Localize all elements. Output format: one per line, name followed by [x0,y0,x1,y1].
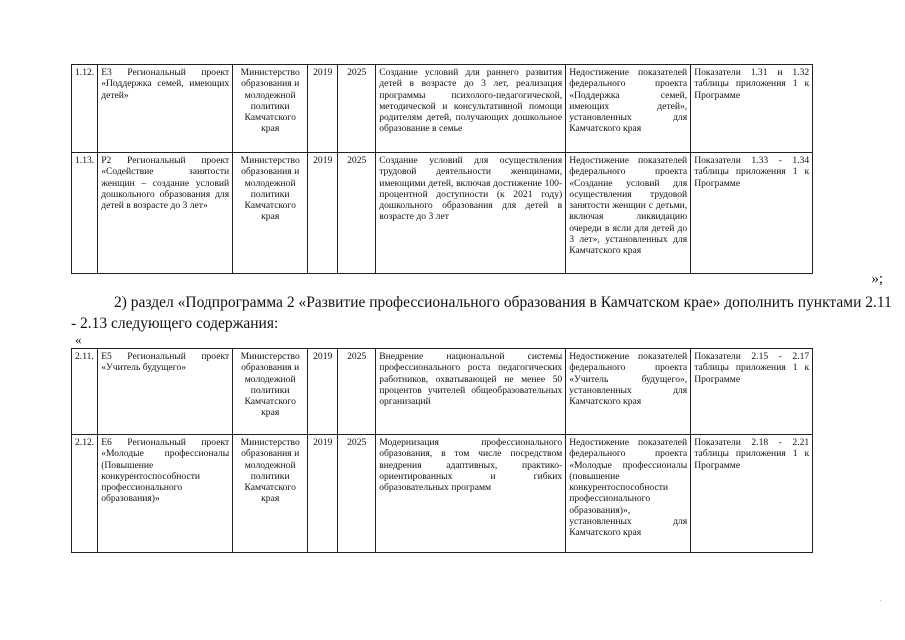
start-year: 2019 [308,153,338,274]
expected-result: Модернизация профессионального образования, в том числе посредством внедрения адаптивных, практико-ориентированных и гибких образовательных программ [376,435,566,553]
consequence: Недостижение показателей федерального проекта «Создание условий для осуществления трудовой занятости женщин с детьми, включая ликвидацию очереди в ясли для детей до 3 лет», установленных для Камчатского края [566,153,691,274]
closing-quote: »; [871,271,883,287]
table-row [72,349,813,435]
indicators: Показатели 2.18 - 2.21 таблицы приложения 1 к Программе [691,435,813,553]
indicators: Показатели 2.15 - 2.17 таблицы приложения 1 к Программе [691,349,813,435]
row-number: 2.12. [72,435,98,553]
table-row [72,153,813,274]
start-year: 2019 [308,65,338,153]
expected-result: Внедрение национальной системы профессионального роста педагогических работников, охватывающей не менее 50 процентов учителей общеобразовательных организаций [376,349,566,435]
paragraph-line-1: 2) раздел «Подпрограмма 2 «Развитие профессионального образования в Камчатском крае» дополнить пунктами 2.11 [114,294,892,311]
project-name: Р2 Региональный проект «Содействие занятости женщин – создание условий дошкольного образования для детей в возрасте до 3 лет» [98,153,233,274]
indicators: Показатели 1.31 и 1.32 таблицы приложения 1 к Программе [691,65,813,153]
indicators: Показатели 1.33 - 1.34 таблицы приложения 1 к Программе [691,153,813,274]
table-row [72,65,813,153]
executor: Министерство образования и молодежной политики Камчатского края [233,435,308,553]
expected-result: Создание условий для раннего развития детей в возрасте до 3 лет, реализация программы психолого-педагогической, методической и консультативной помощи родителям детей, получающих дошкольное образование в семье [376,65,566,153]
end-year: 2025 [338,65,376,153]
consequence: Недостижение показателей федерального проекта «Учитель будущего», установленных для Камчатского края [566,349,691,435]
executor: Министерство образования и молодежной политики Камчатского края [233,153,308,274]
row-number: 1.13. [72,153,98,274]
consequence: Недостижение показателей федерального проекта «Поддержка семей, имеющих детей», установленных для Камчатского края [566,65,691,153]
end-year: 2025 [338,435,376,553]
expected-result: Создание условий для осуществления трудовой деятельности женщинами, имеющими детей, включая достижение 100-процентной доступности (к 2021 году) дошкольного образования для детей в возрасте до 3 лет [376,153,566,274]
start-year: 2019 [308,349,338,435]
measures-table-2 [71,348,813,553]
scan-speck [880,600,881,601]
end-year: 2025 [338,153,376,274]
end-year: 2025 [338,349,376,435]
table-row [72,435,813,553]
row-number: 1.12. [72,65,98,153]
start-year: 2019 [308,435,338,553]
paragraph-line-2: - 2.13 следующего содержания: [71,315,279,332]
executor: Министерство образования и молодежной политики Камчатского края [233,349,308,435]
executor: Министерство образования и молодежной политики Камчатского края [233,65,308,153]
consequence: Недостижение показателей федерального проекта «Молодые профессионалы (повышение конкурентоспособности профессионального образования)», установленных для Камчатского края [566,435,691,553]
project-name: Е6 Региональный проект «Молодые профессионалы (Повышение конкурентоспособности профессионального образования)» [98,435,233,553]
row-number: 2.11. [72,349,98,435]
opening-quote: « [75,332,82,347]
project-name: E3 Региональный проект «Поддержка семей, имеющих детей» [98,65,233,153]
project-name: Е5 Региональный проект «Учитель будущего» [98,349,233,435]
measures-table-1 [71,64,813,274]
